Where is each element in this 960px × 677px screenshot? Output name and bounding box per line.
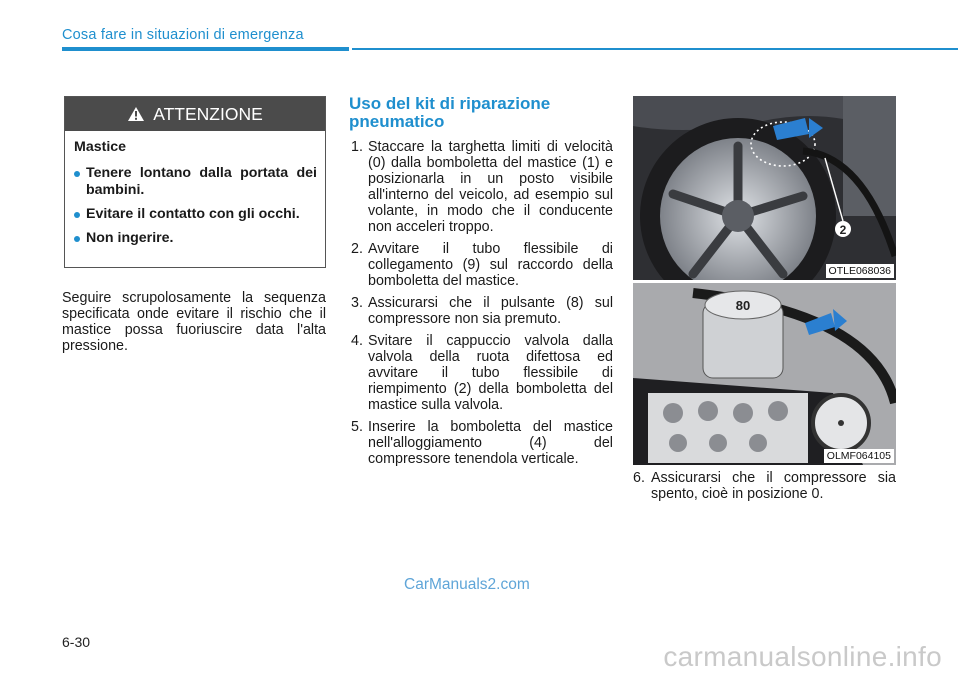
step-text: Inserire la bomboletta del mastice nell'alloggiamento (4) del compressore tenendola verticale. <box>368 419 613 467</box>
step-text: Assicurarsi che il pulsante (8) sul compressore non sia premuto. <box>368 295 613 327</box>
step-number: 1. <box>351 139 363 155</box>
figure-code: OTLE068036 <box>826 264 894 278</box>
step-item <box>351 241 613 289</box>
wheel-illustration <box>633 96 896 280</box>
figure-wheel-valve <box>633 96 896 280</box>
step-item <box>351 333 613 413</box>
step-6 <box>633 470 896 502</box>
step-text: Avvitare il tubo flessibile di collegamento (9) sul raccordo della bomboletta del mastice. <box>368 241 613 289</box>
step-text: Staccare la targhetta limiti di velocità (0) dalla bomboletta del mastice (1) e posizionarla in un posto visibile all'interno del veicolo, ad esempio sul volante, in modo che il conducente non acceleri troppo. <box>368 139 613 235</box>
step-number: 4. <box>351 333 363 349</box>
warning-item: Non ingerire. <box>74 230 317 247</box>
step-number: 2. <box>351 241 363 257</box>
step-number: 6. <box>633 470 645 486</box>
header-rule-thick <box>62 47 349 51</box>
figure-code: OLMF064105 <box>824 449 894 463</box>
step-item <box>351 139 613 235</box>
warning-item: Tenere lontano dalla portata dei bambini. <box>74 165 317 199</box>
page-number: 6-30 <box>62 634 91 650</box>
figure-compressor <box>633 283 896 465</box>
warning-item: Evitare il contatto con gli occhi. <box>74 206 317 223</box>
can-label: 80 <box>735 298 751 313</box>
steps-list <box>351 139 613 473</box>
compressor-illustration <box>633 283 896 465</box>
warning-body <box>74 139 317 254</box>
warning-box <box>64 96 326 268</box>
step-text: Svitare il cappuccio valvola dalla valvola della ruota difettosa ed avvitare il tubo flessibile di riempimento (2) della bomboletta del mastice sulla valvola. <box>368 333 613 413</box>
step-number: 3. <box>351 295 363 311</box>
lead-paragraph: Seguire scrupolosamente la sequenza specificata onde evitare il rischio che il mastice possa fuoriuscire data l'alta pressione. <box>62 290 326 354</box>
step-item <box>351 295 613 327</box>
header-rule-thin <box>352 48 958 50</box>
section-header-title: Cosa fare in situazioni di emergenza <box>62 27 304 43</box>
step-item <box>633 470 896 508</box>
step-item <box>351 419 613 467</box>
step-text: Assicurarsi che il compressore sia spento, cioè in posizione 0. <box>651 470 896 502</box>
warning-header <box>65 97 325 131</box>
footer-watermark: carmanualsonline.info <box>663 641 942 672</box>
section-title: Uso del kit di riparazione pneumatico <box>349 94 551 131</box>
warning-title: ATTENZIONE <box>153 103 263 124</box>
warning-subtitle: Mastice <box>74 139 127 155</box>
watermark-link[interactable]: CarManuals2.com <box>404 576 530 593</box>
warning-triangle-icon <box>127 106 145 122</box>
step-number: 5. <box>351 419 363 435</box>
callout-number: 2 <box>839 223 847 237</box>
